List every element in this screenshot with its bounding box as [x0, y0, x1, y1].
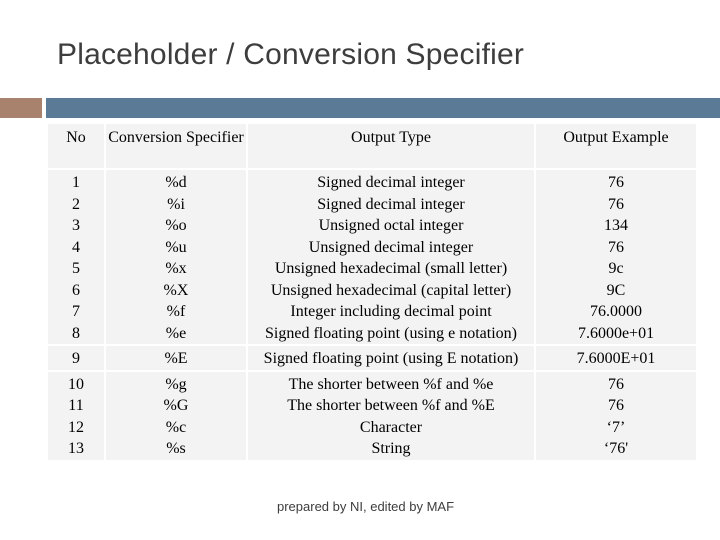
slide-title: Placeholder / Conversion Specifier	[57, 38, 525, 71]
row-no: 2	[72, 195, 80, 213]
row-output-example: ‘76'	[603, 440, 629, 457]
specifier-column	[106, 372, 246, 460]
row-output-type: Signed floating point (using E notation)	[263, 350, 519, 367]
header-output-type: Output Type	[248, 124, 534, 168]
footer-credit: prepared by NI, edited by MAF	[277, 499, 455, 514]
row-specifier: %u	[165, 238, 187, 256]
row-no: 3	[72, 217, 80, 234]
row-no: 6	[72, 281, 80, 299]
row-specifier: %x	[165, 260, 187, 277]
row-output-example: 76.0000	[590, 303, 642, 320]
row-specifier: %o	[165, 217, 187, 234]
output-example-column	[536, 372, 696, 460]
row-specifier: %s	[166, 440, 186, 457]
no-column	[48, 346, 104, 370]
row-specifier: %i	[167, 195, 185, 213]
row-no: 5	[72, 260, 80, 277]
specifier-column	[106, 170, 246, 344]
table-row-group	[48, 346, 698, 372]
row-output-example: 76	[608, 174, 624, 191]
header-conversion-specifier: Conversion Specifier	[106, 124, 246, 168]
row-specifier: %d	[165, 174, 187, 191]
row-output-example: 7.6000e+01	[577, 324, 655, 342]
output-type-column	[248, 372, 534, 460]
row-output-type: Integer including decimal point	[290, 303, 492, 320]
row-specifier: %E	[164, 350, 188, 367]
row-output-type: Signed decimal integer	[317, 195, 465, 213]
row-no: 13	[68, 440, 84, 457]
row-specifier: %g	[165, 375, 187, 393]
row-no: 4	[72, 238, 80, 256]
row-output-example: 9c	[608, 260, 624, 277]
row-output-example: 76	[608, 238, 624, 256]
accent-bar	[0, 98, 42, 118]
row-specifier: %c	[165, 418, 187, 436]
row-output-example: 76	[608, 375, 624, 393]
header-output-example: Output Example	[536, 124, 696, 168]
specifier-column	[106, 346, 246, 370]
row-output-example: 134	[604, 217, 628, 234]
row-no: 1	[72, 174, 80, 191]
row-output-type: Signed floating point (using e notation)	[265, 324, 517, 342]
row-output-example: ‘7’	[606, 418, 626, 436]
title-underline-bar	[46, 98, 720, 118]
row-output-type: Unsigned hexadecimal (small letter)	[274, 260, 508, 277]
row-output-type: Unsigned octal integer	[318, 217, 464, 234]
row-output-type: String	[371, 440, 411, 457]
row-specifier: %e	[165, 324, 187, 342]
row-no: 10	[68, 375, 84, 393]
row-specifier: %f	[166, 303, 186, 320]
header-no: No	[48, 124, 104, 168]
specifier-table	[48, 124, 698, 462]
row-output-type: The shorter between %f and %E	[287, 397, 495, 414]
table-row-group	[48, 170, 698, 346]
row-output-example: 9C	[606, 281, 626, 299]
no-column	[48, 170, 104, 344]
row-output-type: Unsigned hexadecimal (capital letter)	[270, 281, 512, 299]
no-column	[48, 372, 104, 460]
row-output-type: Character	[359, 418, 423, 436]
row-no: 11	[68, 397, 84, 414]
row-output-example: 7.6000E+01	[576, 350, 656, 367]
output-example-column	[536, 170, 696, 344]
row-output-type: Signed decimal integer	[317, 174, 465, 191]
row-no: 9	[72, 350, 80, 367]
row-specifier: %X	[163, 281, 189, 299]
row-output-example: 76	[608, 397, 624, 414]
output-type-column	[248, 346, 534, 370]
row-output-type: Unsigned decimal integer	[308, 238, 474, 256]
row-no: 12	[68, 418, 84, 436]
row-no: 7	[72, 303, 80, 320]
output-example-column	[536, 346, 696, 370]
output-type-column	[248, 170, 534, 344]
row-output-example: 76	[608, 195, 624, 213]
table-header-row	[48, 124, 698, 170]
row-no: 8	[72, 324, 80, 342]
row-output-type: The shorter between %f and %e	[288, 375, 494, 393]
row-specifier: %G	[163, 397, 189, 414]
table-row-group	[48, 372, 698, 462]
